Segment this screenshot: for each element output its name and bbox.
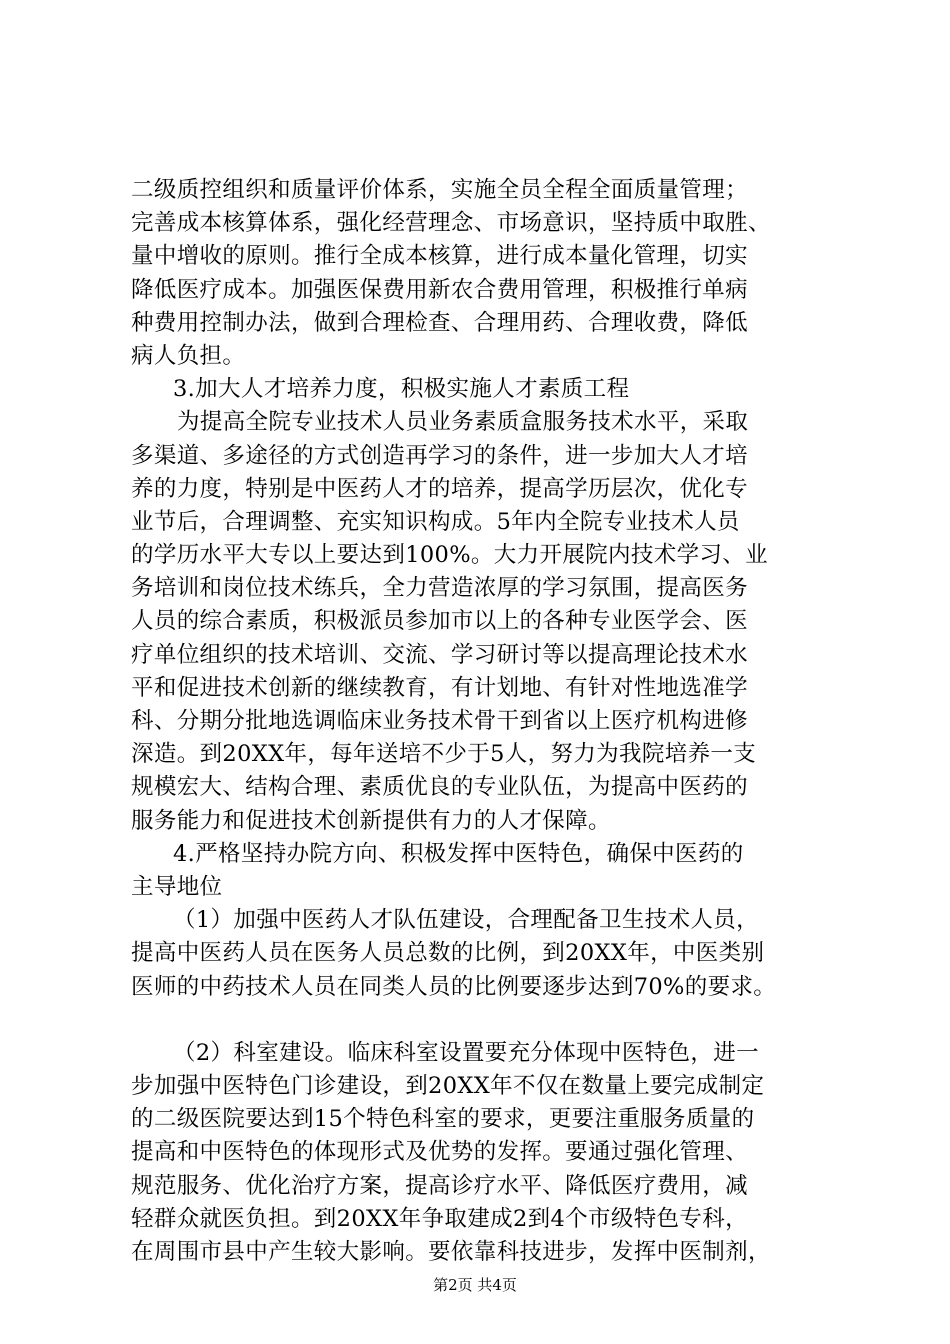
text-line: 种费用控制办法，做到合理检查、合理用药、合理收费，降低 [131,309,748,336]
text-line: （1）加强中医药人才队伍建设，合理配备卫生技术人员， [173,907,759,934]
text-line: 4.严格坚持办院方向、积极发挥中医特色，确保中医药的 [173,840,744,867]
text-line: （2）科室建设。临床科室设置要充分体现中医特色，进一 [173,1039,759,1066]
text-line: 3.加大人才培养力度，积极实施人才素质工程 [173,376,630,403]
text-line: 主导地位 [131,873,223,900]
text-line: 多渠道、多途径的方式创造再学习的条件，进一步加大人才培 [131,442,748,469]
text-line: 提高和中医特色的体现形式及优势的发挥。要通过强化管理、 [131,1139,748,1166]
page-footer: 第2页 共4页 [433,1276,517,1294]
text-line: 服务能力和促进技术创新提供有力的人才保障。 [131,807,611,834]
text-line: 人员的综合素质，积极派员参加市以上的各种专业医学会、医 [131,608,748,635]
text-line: 平和促进技术创新的继续教育，有计划地、有针对性地选准学 [131,674,748,701]
text-line: 步加强中医特色门诊建设，到20XX年不仅在数量上要完成制定 [131,1073,765,1100]
text-line: 在周围市县中产生较大影响。要依靠科技进步，发挥中医制剂， [131,1239,771,1265]
text-line: 规模宏大、结构合理、素质优良的专业队伍，为提高中医药的 [131,774,748,801]
text-line: 降低医疗成本。加强医保费用新农合费用管理，积极推行单病 [131,276,748,303]
text-line: 完善成本核算体系，强化经营理念、市场意识，坚持质中取胜、 [131,210,771,237]
text-line: 病人负担。 [131,342,246,369]
text-line: 养的力度，特别是中医药人才的培养，提高学历层次，优化专 [131,475,748,502]
text-line: 业节后，合理调整、充实知识构成。5年内全院专业技术人员 [131,508,740,535]
text-line: 量中增收的原则。推行全成本核算，进行成本量化管理，切实 [131,243,748,270]
text-line: 医师的中药技术人员在同类人员的比例要逐步达到70%的要求。 [131,973,777,1000]
text-line: 深造。到20XX年，每年送培不少于5人，努力为我院培养一支 [131,741,757,768]
text-line: 务培训和岗位技术练兵，全力营造浓厚的学习氛围，提高医务 [131,575,748,602]
text-line: 疗单位组织的技术培训、交流、学习研讨等以提高理论技术水 [131,641,748,668]
text-line: 的学历水平大专以上要达到100%。大力开展院内技术学习、业 [131,542,768,569]
text-line: 提高中医药人员在医务人员总数的比例，到20XX年，中医类别 [131,940,765,967]
blank-line [131,1004,851,1037]
text-line: 规范服务、优化治疗方案，提高诊疗水平、降低医疗费用，减 [131,1172,748,1199]
text-line: 轻群众就医负担。到20XX年争取建成2到4个市级特色专科， [131,1205,748,1232]
text-line: 的二级医院要达到15个特色科室的要求，更要注重服务质量的 [131,1106,755,1133]
text-line: 科、分期分批地选调临床业务技术骨干到省以上医疗机构进修 [131,708,748,734]
text-line: 为提高全院专业技术人员业务素质盒服务技术水平，采取 [177,409,749,436]
text-line: 二级质控组织和质量评价体系，实施全员全程全面质量管理； [131,177,748,203]
document-body [131,174,851,1269]
